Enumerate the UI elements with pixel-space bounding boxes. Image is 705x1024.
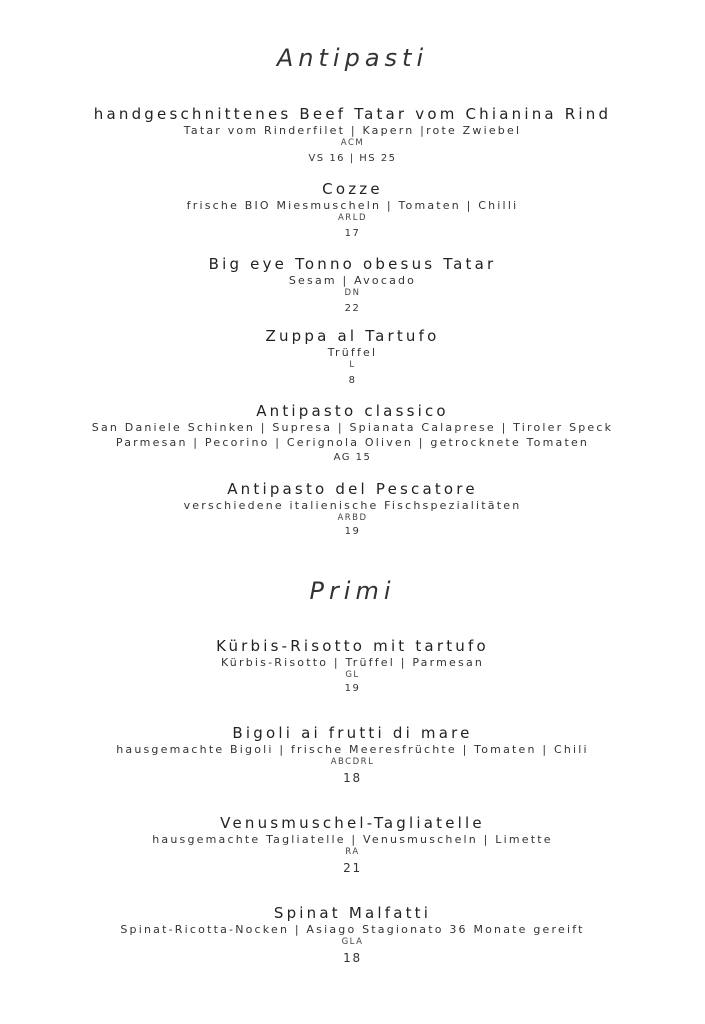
menu-item <box>0 327 705 389</box>
menu-item <box>0 724 705 786</box>
allergen-codes: ABCDRL <box>330 757 375 767</box>
menu-item <box>0 180 705 242</box>
dish-price: 21 <box>343 861 362 875</box>
dish-price: 19 <box>344 683 361 694</box>
dish-name: Cozze <box>322 180 383 198</box>
dish-name: Spinat Malfatti <box>273 904 432 922</box>
dish-price: 18 <box>343 771 362 785</box>
dish-name: Zuppa al Tartufo <box>265 327 440 345</box>
allergen-codes: GL <box>345 670 360 680</box>
dish-description: Tatar vom Rinderfilet | Kapern |rote Zwiebel <box>183 124 522 137</box>
dish-price: 17 <box>344 228 361 239</box>
dish-name: Kürbis-Risotto mit tartufo <box>216 637 489 655</box>
dish-name: Big eye Tonno obesus Tatar <box>208 255 497 273</box>
allergen-codes: ACM <box>340 138 365 148</box>
dish-price: 19 <box>344 526 361 537</box>
dish-name: Antipasto del Pescatore <box>227 480 478 498</box>
dish-description: Parmesan | Pecorino | Cerignola Oliven | getrocknete Tomaten <box>115 436 590 449</box>
menu-item <box>0 255 705 317</box>
menu-item <box>0 402 705 466</box>
allergen-codes: ARBD <box>337 513 368 523</box>
dish-price: AG 15 <box>333 452 372 463</box>
allergen-codes: RA <box>345 847 360 857</box>
dish-description: hausgemachte Bigoli | frische Meeresfrüchte | Tomaten | Chili <box>116 743 589 756</box>
dish-price: 8 <box>348 375 357 386</box>
menu-item <box>0 814 705 876</box>
dish-price: 22 <box>344 303 361 314</box>
section-title-antipasti: Antipasti <box>276 44 429 72</box>
menu-item <box>0 904 705 966</box>
dish-description: Spinat-Ricotta-Nocken | Asiago Stagionato 36 Monate gereift <box>120 923 585 936</box>
dish-description: San Daniele Schinken | Supresa | Spianata Calaprese | Tiroler Speck <box>91 421 614 434</box>
dish-name: Bigoli ai frutti di mare <box>232 724 473 742</box>
dish-price: VS 16 | HS 25 <box>308 153 397 164</box>
dish-description: Kürbis-Risotto | Trüffel | Parmesan <box>220 656 485 669</box>
dish-name: Antipasto classico <box>256 402 449 420</box>
dish-description: hausgemachte Tagliatelle | Venusmuscheln | Limette <box>152 833 553 846</box>
allergen-codes: GLA <box>341 937 364 947</box>
menu-item <box>0 105 705 167</box>
dish-description: Trüffel <box>327 346 378 359</box>
dish-price: 18 <box>343 951 362 965</box>
dish-description: verschiedene italienische Fischspezialitäten <box>183 499 522 512</box>
section-title-primi: Primi <box>309 577 396 605</box>
dish-description: frische BIO Miesmuscheln | Tomaten | Chilli <box>186 199 519 212</box>
dish-description: Sesam | Avocado <box>288 274 417 287</box>
allergen-codes: L <box>349 360 356 370</box>
dish-name: handgeschnittenes Beef Tatar vom Chianina Rind <box>93 105 612 123</box>
dish-name: Venusmuschel-Tagliatelle <box>220 814 485 832</box>
menu-item <box>0 637 705 697</box>
menu-item <box>0 480 705 540</box>
allergen-codes: ARLD <box>337 213 367 223</box>
allergen-codes: DN <box>344 288 361 298</box>
